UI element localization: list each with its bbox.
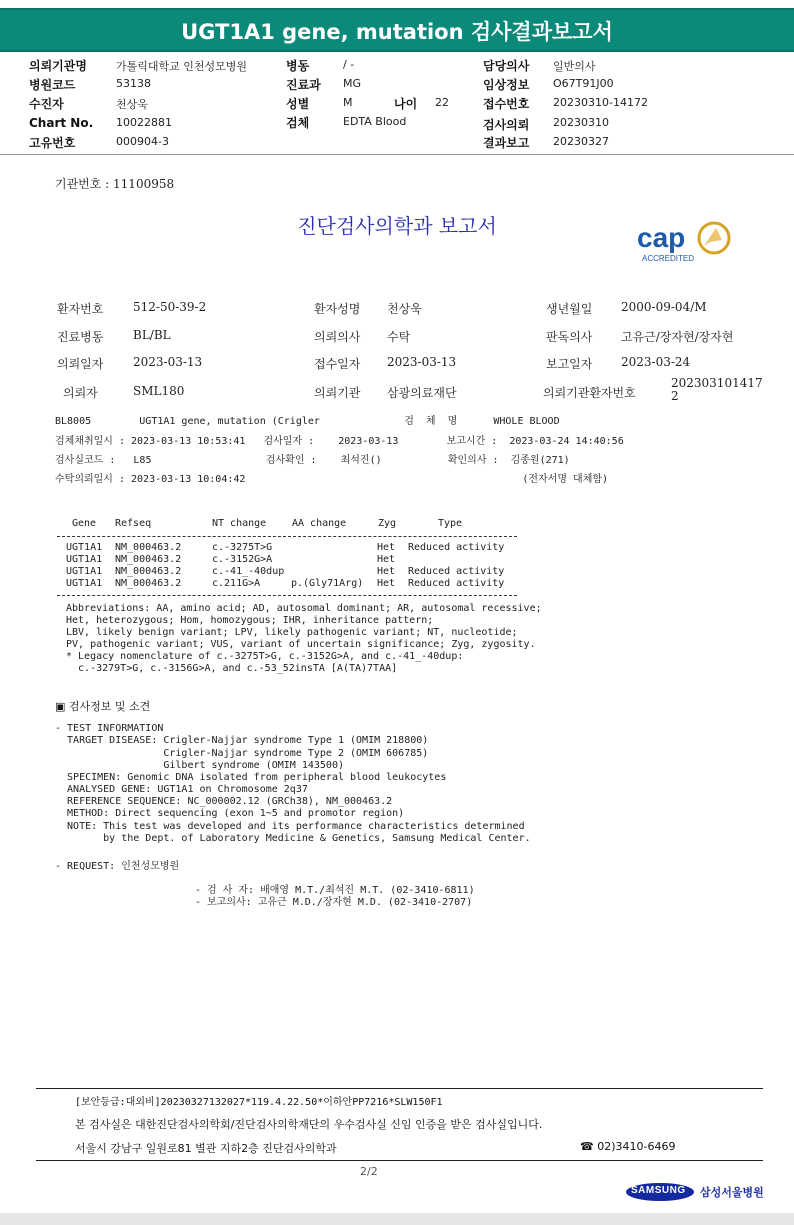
page-number: 2/2 <box>360 1165 378 1178</box>
test-information-line: TARGET DISEASE: Crigler-Najjar syndrome Type 1 (OMIM 218800) <box>55 735 429 746</box>
specimen-label: 검체 <box>286 116 310 130</box>
patient-value: 천상욱 <box>116 98 148 111</box>
patient-grid-value: 2023-03-13 <box>133 355 203 369</box>
test-information-line: SPECIMEN: Genomic DNA isolated from peripheral blood leukocytes <box>55 772 447 783</box>
test-information-line: ANALYSED GENE: UGT1A1 on Chromosome 2q37 <box>55 784 308 795</box>
patient-grid-value: 천상욱 <box>387 302 422 316</box>
test-information-line: Gilbert syndrome (OMIM 143500) <box>55 760 344 771</box>
abbreviation-line: LBV, likely benign variant; LPV, likely pathogenic variant; NT, nucleotide; <box>66 627 518 638</box>
test-information-line: Crigler-Najjar syndrome Type 2 (OMIM 606785) <box>55 748 429 759</box>
receipt-no-value: 20230310-14172 <box>553 96 648 109</box>
doctor-value: 일반의사 <box>553 60 596 73</box>
address-line: 서울시 강남구 일원로81 별관 지하2층 진단검사의학과 <box>75 1142 337 1155</box>
header-divider <box>0 154 794 155</box>
patient-grid-value: 수탁 <box>387 330 411 344</box>
test-info-line: 수탁의뢰일시 : 2023-03-13 10:04:42 (전자서명 대체함) <box>55 474 609 485</box>
test-info-line: 검체채취일시 : 2023-03-13 10:53:41 검사일자 : 2023-03-13 보고시간 : 2023-03-24 14:40:56 <box>55 436 624 447</box>
test-information-line: METHOD: Direct sequencing (exon 1~5 and promotor region) <box>55 808 405 819</box>
hospital-code-value: 53138 <box>116 77 151 90</box>
ward-value: / - <box>343 58 355 71</box>
hospital-name: 삼성서울병원 <box>700 1186 764 1199</box>
table-cell: Reduced activity <box>408 542 505 553</box>
cap-logo-text: cap <box>637 222 686 253</box>
patient-grid-value: 고유근/장자현/장자현 <box>621 330 734 344</box>
request-date-value: 20230310 <box>553 116 609 129</box>
abbreviation-line: * Legacy nomenclature of c.-3275T>G, c.-3152G>A, and c.-41_-40dup: <box>66 651 464 662</box>
receipt-no-label: 접수번호 <box>483 97 530 111</box>
table-cell: UGT1A1 <box>66 554 103 565</box>
hospital-code-label: 병원코드 <box>29 78 76 92</box>
patient-grid-label: 환자성명 <box>314 302 361 316</box>
table-cell: UGT1A1 <box>66 566 103 577</box>
patient-grid-value: 512-50-39-2 <box>133 300 207 314</box>
chart-no-label: Chart No. <box>29 116 94 130</box>
table-cell: p.(Gly71Arg) <box>291 578 364 589</box>
samsung-hospital-logo <box>625 1182 765 1204</box>
footer-bottom-rule <box>36 1160 763 1161</box>
patient-label: 수진자 <box>29 97 64 111</box>
unique-no-label: 고유번호 <box>29 136 76 150</box>
patient-grid-value: 2023-03-13 <box>387 355 457 369</box>
table-cell: Reduced activity <box>408 566 505 577</box>
table-cell: UGT1A1 <box>66 542 103 553</box>
specimen-value: EDTA Blood <box>343 115 407 128</box>
table-cell: Het <box>377 566 396 577</box>
certification-line: 본 검사실은 대한진단검사의학회/진단검사의학재단의 우수검사실 신임 인증을 받은 검사실입니다. <box>75 1118 543 1131</box>
unique-no-value: 000904-3 <box>116 135 169 148</box>
requesting-institution-value: 가톨릭대학교 인천성모병원 <box>116 60 248 73</box>
table-cell: Reduced activity <box>408 578 505 589</box>
page-bottom-band <box>0 1213 794 1225</box>
clinical-info-value: O67T91J00 <box>553 77 614 90</box>
signer-line: - 검 사 자: 배애영 M.T./최석진 M.T. (02-3410-6811) <box>195 885 475 896</box>
test-information-line: - TEST INFORMATION <box>55 723 164 734</box>
report-banner-title: UGT1A1 gene, mutation 검사결과보고서 <box>181 20 613 44</box>
patient-grid-value: 202303101417 2 <box>671 376 763 403</box>
patient-grid-value: 삼광의료재단 <box>387 386 457 400</box>
patient-grid-label: 생년월일 <box>546 302 593 316</box>
phone-line: ☎ 02)3410-6469 <box>580 1140 676 1153</box>
table-cell: UGT1A1 <box>66 578 103 589</box>
test-info-line: BL8005 UGT1A1 gene, mutation (Crigler 검 체 명 WHOLE BLOOD <box>55 416 560 427</box>
cap-logo-subtext: ACCREDITED <box>642 254 695 263</box>
signer-line: - 보고의사: 고유근 M.D./장자현 M.D. (02-3410-2707) <box>195 897 473 908</box>
patient-grid-label: 의뢰기관 <box>314 386 361 400</box>
patient-grid-label: 보고일자 <box>546 357 593 371</box>
request-line: - REQUEST: 인천성모병원 <box>55 861 180 872</box>
department-value: MG <box>343 77 362 90</box>
report-title: 진단검사의학과 보고서 <box>297 214 497 238</box>
table-cell: NM_000463.2 <box>115 542 182 553</box>
requesting-institution-label: 의뢰기관명 <box>29 59 87 73</box>
clinical-info-label: 임상정보 <box>483 78 530 92</box>
table-cell: Het <box>377 578 396 589</box>
table-header-nt-change: NT change <box>212 518 267 529</box>
samsung-wordmark: SAMSUNG <box>631 1185 686 1196</box>
patient-grid-label: 접수일자 <box>314 357 361 371</box>
patient-grid-label: 진료병동 <box>57 330 104 344</box>
table-cell: Het <box>377 542 396 553</box>
age-value: 22 <box>435 96 449 109</box>
abbreviation-line: Het, heterozygous; Hom, homozygous; IHR, inheritance pattern; <box>66 615 434 626</box>
section-title: ▣ 검사정보 및 소견 <box>55 700 151 713</box>
abbreviation-line: Abbreviations: AA, amino acid; AD, autosomal dominant; AR, autosomal recessive; <box>66 603 542 614</box>
patient-grid-value: BL/BL <box>133 328 171 342</box>
table-cell: NM_000463.2 <box>115 554 182 565</box>
abbreviation-line: c.-3279T>G, c.-3156G>A, and c.-53_52insTA [A(TA)7TAA] <box>66 663 398 674</box>
doctor-label: 담당의사 <box>483 59 530 73</box>
ward-label: 병동 <box>286 59 310 73</box>
patient-grid-label: 판독의사 <box>546 330 593 344</box>
footer-top-rule <box>36 1088 763 1089</box>
table-cell: c.211G>A <box>212 578 261 589</box>
cap-accredited-logo <box>636 218 736 266</box>
test-information-line: REFERENCE SEQUENCE: NC_000002.12 (GRCh38), NM_000463.2 <box>55 796 393 807</box>
table-header-aa-change: AA change <box>292 518 347 529</box>
sex-label: 성별 <box>286 97 310 111</box>
patient-grid-label: 의뢰기관환자번호 <box>543 386 636 400</box>
table-header-gene: Gene <box>72 518 97 529</box>
table-cell: Het <box>377 554 396 565</box>
patient-grid-label: 의뢰일자 <box>57 357 104 371</box>
patient-grid-label: 의뢰의사 <box>314 330 361 344</box>
test-information-line: by the Dept. of Laboratory Medicine & Genetics, Samsung Medical Center. <box>55 833 531 844</box>
institution-number: 기관번호 : 11100958 <box>55 177 175 191</box>
table-header-refseq: Refseq <box>115 518 152 529</box>
sex-value: M <box>343 96 353 109</box>
patient-grid-value: 2000-09-04/M <box>621 300 707 314</box>
patient-grid-value: SML180 <box>133 384 185 398</box>
security-line: [보안등급:대외비]20230327132027*119.4.22.50*이하안PP7216*SLW150F1 <box>75 1097 443 1108</box>
table-cell: NM_000463.2 <box>115 566 182 577</box>
test-information-line: NOTE: This test was developed and its performance characteristics determined <box>55 821 525 832</box>
table-top-rule <box>57 536 517 537</box>
patient-grid-label: 환자번호 <box>57 302 104 316</box>
abbreviation-line: PV, pathogenic variant; VUS, variant of uncertain significance; Zyg, zygosity. <box>66 639 536 650</box>
age-label: 나이 <box>394 97 418 111</box>
table-cell: NM_000463.2 <box>115 578 182 589</box>
table-cell: c.-41_-40dup <box>212 566 285 577</box>
patient-grid-value: 2023-03-24 <box>621 355 691 369</box>
chart-no-value: 10022881 <box>116 116 172 129</box>
test-info-line: 검사실코드 : L85 검사확인 : 최석진() 확인의사 : 김종원(271) <box>55 455 570 466</box>
table-header-zyg: Zyg <box>378 518 397 529</box>
table-cell: c.-3275T>G <box>212 542 273 553</box>
table-header-type: Type <box>438 518 463 529</box>
table-cell: c.-3152G>A <box>212 554 273 565</box>
table-bottom-rule <box>57 595 517 596</box>
result-report-value: 20230327 <box>553 135 609 148</box>
department-label: 진료과 <box>286 78 321 92</box>
request-date-label: 검사의뢰 <box>483 118 530 132</box>
result-report-label: 결과보고 <box>483 136 530 150</box>
patient-grid-label: 의뢰자 <box>63 386 98 400</box>
